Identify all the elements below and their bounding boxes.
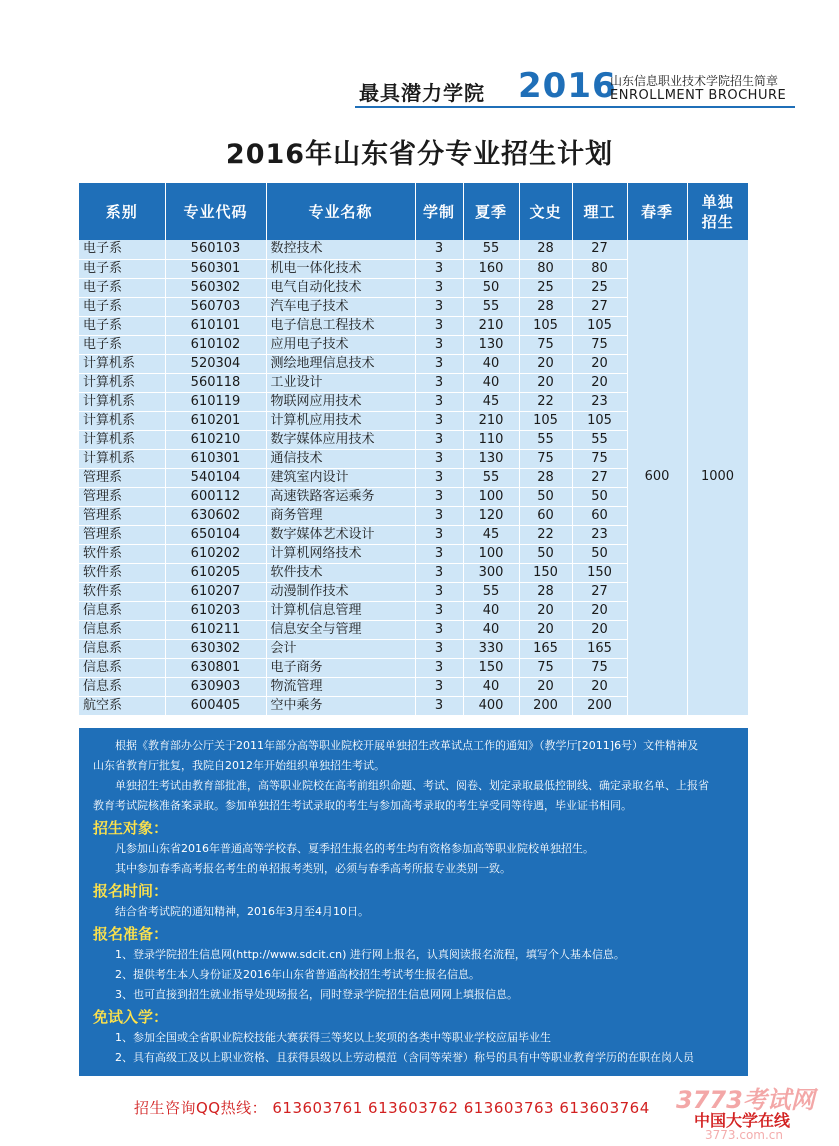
cell-liberal-arts: 55 <box>519 430 572 449</box>
exempt-text: 1、参加全国或全省职业院校技能大赛获得三等奖以上奖项的各类中等职业学校应届毕业生 <box>115 1031 551 1044</box>
cell-department: 计算机系 <box>79 373 165 392</box>
section-heading-time: 报名时间： <box>93 882 169 900</box>
cell-summer: 40 <box>463 620 519 639</box>
cell-liberal-arts: 28 <box>519 468 572 487</box>
cell-major-name: 数字媒体应用技术 <box>266 430 415 449</box>
cell-liberal-arts: 20 <box>519 620 572 639</box>
cell-liberal-arts: 200 <box>519 696 572 715</box>
cell-major-code: 520304 <box>165 354 266 373</box>
cell-summer: 55 <box>463 582 519 601</box>
cell-major-code: 560103 <box>165 240 266 259</box>
cell-major-name: 高速铁路客运乘务 <box>266 487 415 506</box>
time-text: 结合省考试院的通知精神，2016年3月至4月10日。 <box>115 905 369 918</box>
cell-summer: 100 <box>463 487 519 506</box>
cell-department: 软件系 <box>79 582 165 601</box>
cell-major-name: 电子商务 <box>266 658 415 677</box>
cell-duration: 3 <box>415 677 463 696</box>
watermark-text: 中国大学在线 <box>694 1111 791 1130</box>
cell-department: 管理系 <box>79 468 165 487</box>
cell-summer: 120 <box>463 506 519 525</box>
cell-summer: 210 <box>463 316 519 335</box>
cell-major-code: 610205 <box>165 563 266 582</box>
cell-summer: 160 <box>463 259 519 278</box>
cell-major-name: 商务管理 <box>266 506 415 525</box>
cell-duration: 3 <box>415 335 463 354</box>
cell-department: 软件系 <box>79 563 165 582</box>
cell-major-code: 630602 <box>165 506 266 525</box>
header-science: 理工 <box>572 183 627 240</box>
header-underline <box>355 106 795 108</box>
cell-summer: 45 <box>463 392 519 411</box>
cell-science: 50 <box>572 487 627 506</box>
cell-liberal-arts: 60 <box>519 506 572 525</box>
cell-science: 75 <box>572 449 627 468</box>
header-english-title: ENROLLMENT BROCHURE <box>610 88 787 103</box>
cell-major-name: 建筑室内设计 <box>266 468 415 487</box>
cell-liberal-arts: 50 <box>519 487 572 506</box>
page-title: 2016年山东省分专业招生计划 <box>225 139 614 170</box>
cell-major-name: 物联网应用技术 <box>266 392 415 411</box>
cell-major-name: 数字媒体艺术设计 <box>266 525 415 544</box>
prep-text: 3、也可直接到招生就业指导处现场报名，同时登录学院招生信息网网上填报信息。 <box>115 988 518 1001</box>
cell-liberal-arts: 20 <box>519 601 572 620</box>
cell-major-name: 测绘地理信息技术 <box>266 354 415 373</box>
cell-summer: 210 <box>463 411 519 430</box>
intro-text: 单独招生考试由教育部批准，高等职业院校在高考前组织命题、考试、阅卷、划定录取最低控制线、确定录取名单、上报省 <box>115 779 709 792</box>
cell-duration: 3 <box>415 620 463 639</box>
cell-liberal-arts: 20 <box>519 354 572 373</box>
cell-major-code: 610301 <box>165 449 266 468</box>
cell-department: 电子系 <box>79 297 165 316</box>
section-heading-preparation: 报名准备： <box>93 925 169 943</box>
cell-major-code: 560301 <box>165 259 266 278</box>
cell-summer: 55 <box>463 240 519 259</box>
cell-duration: 3 <box>415 259 463 278</box>
cell-major-code: 610101 <box>165 316 266 335</box>
cell-liberal-arts: 28 <box>519 582 572 601</box>
cell-duration: 3 <box>415 316 463 335</box>
cell-department: 管理系 <box>79 487 165 506</box>
cell-duration: 3 <box>415 240 463 259</box>
cell-science: 25 <box>572 278 627 297</box>
cell-duration: 3 <box>415 468 463 487</box>
cell-major-code: 610102 <box>165 335 266 354</box>
cell-summer: 45 <box>463 525 519 544</box>
cell-major-name: 通信技术 <box>266 449 415 468</box>
exempt-text: 2、具有高级工及以上职业资格、且获得县级以上劳动模范（含同等荣誉）称号的具有中等职业教育学历的在职在岗人员 <box>115 1051 694 1064</box>
cell-summer: 50 <box>463 278 519 297</box>
cell-science: 20 <box>572 373 627 392</box>
cell-major-code: 610210 <box>165 430 266 449</box>
cell-liberal-arts: 28 <box>519 297 572 316</box>
cell-major-name: 物流管理 <box>266 677 415 696</box>
cell-liberal-arts: 20 <box>519 677 572 696</box>
cell-duration: 3 <box>415 373 463 392</box>
cell-summer: 300 <box>463 563 519 582</box>
cell-liberal-arts: 25 <box>519 278 572 297</box>
section-heading-exemption: 免试入学： <box>93 1008 169 1026</box>
cell-department: 信息系 <box>79 658 165 677</box>
cell-major-code: 560703 <box>165 297 266 316</box>
cell-department: 航空系 <box>79 696 165 715</box>
cell-science: 55 <box>572 430 627 449</box>
cell-major-name: 机电一体化技术 <box>266 259 415 278</box>
header-department: 系别 <box>79 183 165 240</box>
table-row <box>79 240 748 259</box>
enrollment-plan-table <box>79 183 749 716</box>
cell-department: 计算机系 <box>79 430 165 449</box>
cell-summer: 40 <box>463 677 519 696</box>
cell-summer: 150 <box>463 658 519 677</box>
cell-major-name: 动漫制作技术 <box>266 582 415 601</box>
cell-liberal-arts: 22 <box>519 525 572 544</box>
cell-major-code: 600112 <box>165 487 266 506</box>
cell-duration: 3 <box>415 544 463 563</box>
header-duration: 学制 <box>415 183 463 240</box>
cell-department: 计算机系 <box>79 392 165 411</box>
cell-science: 20 <box>572 601 627 620</box>
header-year: 2016 <box>518 66 617 106</box>
cell-spring-total: 600 <box>627 240 687 715</box>
cell-major-name: 计算机应用技术 <box>266 411 415 430</box>
cell-department: 计算机系 <box>79 449 165 468</box>
cell-duration: 3 <box>415 563 463 582</box>
cell-major-code: 630903 <box>165 677 266 696</box>
cell-liberal-arts: 22 <box>519 392 572 411</box>
cell-department: 电子系 <box>79 278 165 297</box>
cell-major-name: 计算机网络技术 <box>266 544 415 563</box>
cell-duration: 3 <box>415 696 463 715</box>
cell-summer: 40 <box>463 354 519 373</box>
cell-science: 23 <box>572 525 627 544</box>
cell-science: 23 <box>572 392 627 411</box>
intro-text: 根据《教育部办公厅关于2011年部分高等职业院校开展单独招生改革试点工作的通知》（教学厅[2011]6号）文件精神及 <box>115 739 699 752</box>
cell-major-code: 630302 <box>165 639 266 658</box>
target-text: 凡参加山东省2016年普通高等学校春、夏季招生报名的考生均有资格参加高等职业院校单独招生。 <box>115 842 594 855</box>
header-liberal-arts: 文史 <box>519 183 572 240</box>
cell-major-name: 信息安全与管理 <box>266 620 415 639</box>
header-major-name: 专业名称 <box>266 183 415 240</box>
header-spring: 春季 <box>627 183 687 240</box>
cell-summer: 40 <box>463 373 519 392</box>
cell-science: 165 <box>572 639 627 658</box>
header-school-name: 山东信息职业技术学院招生简章 <box>610 74 779 88</box>
intro-text: 山东省教育厅批复，我院自2012年开始组织单独招生考试。 <box>93 759 385 772</box>
cell-major-name: 汽车电子技术 <box>266 297 415 316</box>
cell-science: 105 <box>572 411 627 430</box>
cell-major-code: 600405 <box>165 696 266 715</box>
cell-science: 27 <box>572 582 627 601</box>
cell-major-name: 电子信息工程技术 <box>266 316 415 335</box>
cell-summer: 55 <box>463 468 519 487</box>
cell-duration: 3 <box>415 449 463 468</box>
brochure-header <box>355 64 795 104</box>
cell-liberal-arts: 75 <box>519 658 572 677</box>
cell-science: 75 <box>572 335 627 354</box>
cell-summer: 110 <box>463 430 519 449</box>
cell-liberal-arts: 80 <box>519 259 572 278</box>
qq-hotline: 招生咨询QQ热线： 613603761 613603762 613603763 613603764 <box>134 1099 650 1117</box>
watermark-url: 3773.com.cn <box>705 1128 783 1142</box>
enrollment-table-container <box>79 183 748 716</box>
cell-summer: 100 <box>463 544 519 563</box>
cell-major-code: 650104 <box>165 525 266 544</box>
cell-duration: 3 <box>415 354 463 373</box>
cell-major-code: 610207 <box>165 582 266 601</box>
cell-duration: 3 <box>415 525 463 544</box>
cell-liberal-arts: 20 <box>519 373 572 392</box>
cell-summer: 130 <box>463 449 519 468</box>
cell-major-code: 610202 <box>165 544 266 563</box>
cell-department: 电子系 <box>79 259 165 278</box>
intro-text: 教育考试院核准备案录取。参加单独招生考试录取的考生与参加高考录取的考生享受同等待遇，毕业证书相同。 <box>93 799 632 812</box>
cell-duration: 3 <box>415 658 463 677</box>
cell-department: 信息系 <box>79 601 165 620</box>
cell-summer: 55 <box>463 297 519 316</box>
section-heading-target: 招生对象： <box>93 819 169 837</box>
watermark-logo: 3773考试网 <box>676 1086 815 1114</box>
prep-text: 2、提供考生本人身份证及2016年山东省普通高校招生考试考生报名信息。 <box>115 968 480 981</box>
cell-science: 20 <box>572 677 627 696</box>
cell-duration: 3 <box>415 506 463 525</box>
cell-major-code: 560118 <box>165 373 266 392</box>
cell-summer: 400 <box>463 696 519 715</box>
cell-major-name: 电气自动化技术 <box>266 278 415 297</box>
cell-science: 75 <box>572 658 627 677</box>
cell-duration: 3 <box>415 639 463 658</box>
cell-major-code: 630801 <box>165 658 266 677</box>
target-text: 其中参加春季高考报名考生的单招报考类别，必须与春季高考所报专业类别一致。 <box>115 862 511 875</box>
cell-major-name: 数控技术 <box>266 240 415 259</box>
cell-major-name: 应用电子技术 <box>266 335 415 354</box>
cell-duration: 3 <box>415 582 463 601</box>
cell-duration: 3 <box>415 601 463 620</box>
header-slogan: 最具潜力学院 <box>359 81 485 105</box>
cell-duration: 3 <box>415 411 463 430</box>
cell-major-name: 计算机信息管理 <box>266 601 415 620</box>
cell-science: 20 <box>572 354 627 373</box>
cell-liberal-arts: 75 <box>519 449 572 468</box>
cell-science: 150 <box>572 563 627 582</box>
cell-duration: 3 <box>415 297 463 316</box>
cell-department: 计算机系 <box>79 411 165 430</box>
cell-duration: 3 <box>415 487 463 506</box>
cell-liberal-arts: 75 <box>519 335 572 354</box>
cell-science: 20 <box>572 620 627 639</box>
cell-department: 信息系 <box>79 639 165 658</box>
cell-science: 60 <box>572 506 627 525</box>
cell-major-code: 610211 <box>165 620 266 639</box>
table-header-row <box>79 183 748 240</box>
cell-department: 管理系 <box>79 506 165 525</box>
cell-department: 信息系 <box>79 677 165 696</box>
header-summer: 夏季 <box>463 183 519 240</box>
cell-summer: 130 <box>463 335 519 354</box>
cell-major-code: 610203 <box>165 601 266 620</box>
cell-major-name: 空中乘务 <box>266 696 415 715</box>
cell-liberal-arts: 105 <box>519 316 572 335</box>
cell-major-name: 会计 <box>266 639 415 658</box>
cell-department: 电子系 <box>79 240 165 259</box>
cell-liberal-arts: 28 <box>519 240 572 259</box>
cell-liberal-arts: 50 <box>519 544 572 563</box>
cell-major-code: 610201 <box>165 411 266 430</box>
cell-major-name: 软件技术 <box>266 563 415 582</box>
cell-summer: 330 <box>463 639 519 658</box>
header-major-code: 专业代码 <box>165 183 266 240</box>
cell-science: 27 <box>572 468 627 487</box>
cell-major-code: 610119 <box>165 392 266 411</box>
cell-science: 27 <box>572 297 627 316</box>
cell-liberal-arts: 165 <box>519 639 572 658</box>
cell-department: 管理系 <box>79 525 165 544</box>
cell-duration: 3 <box>415 278 463 297</box>
cell-major-code: 540104 <box>165 468 266 487</box>
cell-major-name: 工业设计 <box>266 373 415 392</box>
header-independent: 单独招生 <box>687 183 748 240</box>
cell-science: 105 <box>572 316 627 335</box>
admission-info-panel <box>79 728 748 1076</box>
cell-department: 软件系 <box>79 544 165 563</box>
cell-department: 电子系 <box>79 316 165 335</box>
cell-major-code: 560302 <box>165 278 266 297</box>
cell-independent-total: 1000 <box>687 240 748 715</box>
cell-department: 信息系 <box>79 620 165 639</box>
cell-duration: 3 <box>415 392 463 411</box>
cell-science: 80 <box>572 259 627 278</box>
cell-liberal-arts: 150 <box>519 563 572 582</box>
cell-science: 50 <box>572 544 627 563</box>
cell-science: 200 <box>572 696 627 715</box>
prep-text: 1、登录学院招生信息网(http://www.sdcit.cn) 进行网上报名，认真阅读报名流程，填写个人基本信息。 <box>115 948 625 961</box>
cell-department: 电子系 <box>79 335 165 354</box>
cell-science: 27 <box>572 240 627 259</box>
cell-department: 计算机系 <box>79 354 165 373</box>
cell-summer: 40 <box>463 601 519 620</box>
cell-liberal-arts: 105 <box>519 411 572 430</box>
cell-duration: 3 <box>415 430 463 449</box>
